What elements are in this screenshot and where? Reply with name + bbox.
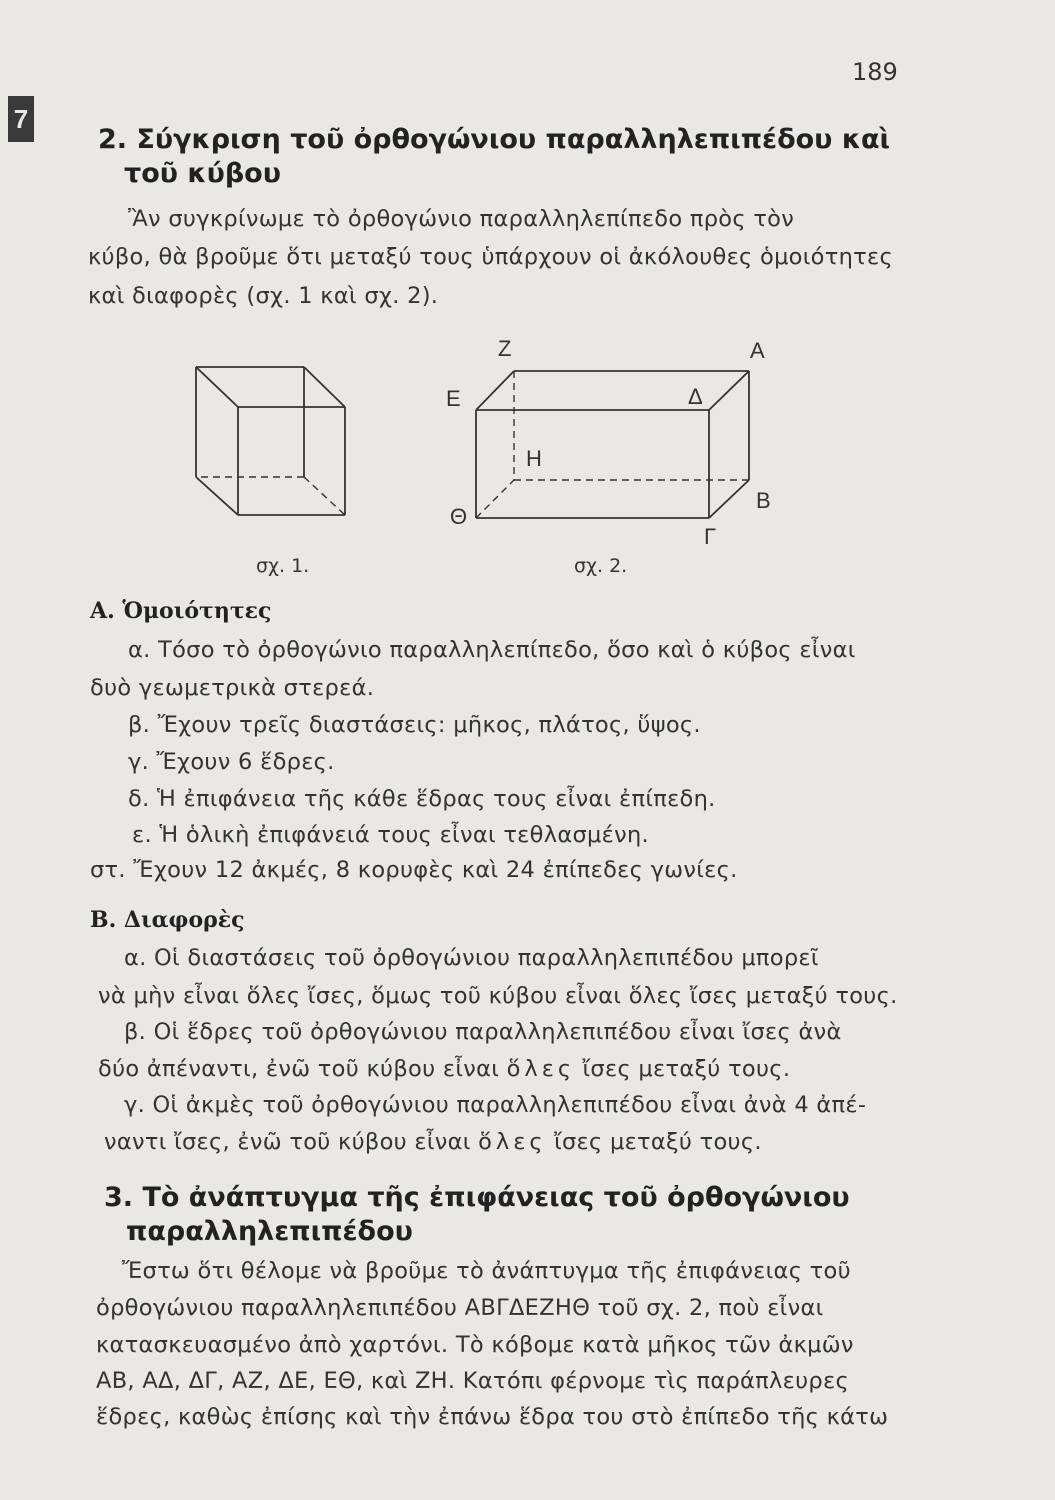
page-number: 189: [852, 58, 898, 86]
vertex-label-gamma: Γ: [704, 524, 717, 549]
similarity-line: α. Τόσο τὸ ὀρθογώνιο παραλληλεπίπεδο, ὅσο καὶ ὁ κύβος εἶναι: [128, 637, 856, 663]
similarity-line: στ. Ἔχουν 12 ἀκμές, 8 κορυφὲς καὶ 24 ἐπίπεδες γωνίες.: [90, 857, 738, 883]
intro-line: κύβο, θὰ βροῦμε ὅτι μεταξύ τους ὑπάρχουν οἱ ἀκόλουθες ὁμοιότητες: [88, 244, 893, 270]
difference-text: ναντι ἴσες, ἐνῶ τοῦ κύβου εἶναι: [104, 1129, 471, 1155]
vertex-label-e: E: [446, 386, 461, 411]
cube-hidden-edge: [304, 477, 345, 515]
similarity-line: δ. Ἡ ἐπιφάνεια τῆς κάθε ἕδρας τους εἶναι ἐπίπεδη.: [128, 786, 716, 812]
section-3-heading: 3. Τὸ ἀνάπτυγμα τῆς ἐπιφάνειας τοῦ ὀρθογώνιου: [104, 1182, 850, 1213]
section-3-line: Ἔστω ὅτι θέλομε νὰ βροῦμε τὸ ἀνάπτυγμα τῆς ἐπιφάνειας τοῦ: [122, 1258, 851, 1284]
vertex-label-z: Z: [498, 336, 512, 361]
similarity-line: δυὸ γεωμετρικὰ στερεά.: [90, 675, 375, 701]
difference-line: β. Οἱ ἕδρες τοῦ ὀρθογώνιου παραλληλεπιπέδου εἶναι ἴσες ἀνὰ: [124, 1019, 842, 1045]
differences-title: Β. Διαφορὲς: [90, 907, 245, 933]
cube-figure: [196, 367, 345, 515]
section-3-heading-cont: παραλληλεπιπέδου: [126, 1216, 413, 1247]
vertex-label-h: H: [526, 446, 542, 471]
similarity-line: ε. Ἡ ὁλικὴ ἐπιφάνειά τους εἶναι τεθλασμένη.: [132, 822, 649, 848]
intro-line: καὶ διαφορὲς (σχ. 1 καὶ σχ. 2).: [88, 283, 439, 309]
figure-1-caption: σχ. 1.: [256, 555, 310, 577]
intro-line: Ἂν συγκρίνωμε τὸ ὀρθογώνιο παραλληλεπίπεδο πρὸς τὸν: [128, 206, 795, 232]
box-edge: [709, 480, 749, 518]
difference-text: ἴσες μεταξύ τους.: [582, 1056, 791, 1082]
vertex-label-a: A: [750, 338, 765, 363]
section-3-line: ΑΒ, ΑΔ, ΔΓ, ΑΖ, ΔΕ, ΕΘ, καὶ ΖΗ. Κατόπι φέρνομε τὶς παράπλευρες: [96, 1368, 849, 1394]
similarity-line: γ. Ἔχουν 6 ἕδρες.: [128, 749, 335, 775]
cube-edge: [196, 477, 238, 515]
difference-line: γ. Οἱ ἀκμὲς τοῦ ὀρθογώνιου παραλληλεπιπέδου εἶναι ἀνὰ 4 ἀπέ-: [124, 1092, 867, 1118]
box-figure: [476, 371, 749, 518]
box-edge: [476, 371, 514, 410]
figures-svg: [0, 0, 1055, 600]
vertex-label-delta: Δ: [688, 384, 703, 409]
emphasis-text: ὅλες: [478, 1129, 547, 1155]
section-3-line: κατασκευασμένο ἀπὸ χαρτόνι. Τὸ κόβομε κατὰ μῆκος τῶν ἀκμῶν: [96, 1332, 854, 1358]
difference-line: νὰ μὴν εἶναι ὅλες ἴσες, ὅμως τοῦ κύβου εἶναι ὅλες ἴσες μεταξύ τους.: [98, 983, 898, 1009]
difference-text: ἴσες μεταξύ τους.: [554, 1129, 762, 1155]
figure-2-caption: σχ. 2.: [574, 555, 628, 577]
difference-line: [98, 1056, 790, 1082]
section-2-heading-cont: τοῦ κύβου: [124, 158, 281, 189]
vertex-label-b: B: [756, 488, 771, 513]
chapter-tab: 7: [8, 96, 34, 142]
cube-edge: [196, 367, 238, 407]
difference-line: α. Οἱ διαστάσεις τοῦ ὀρθογώνιου παραλληλεπιπέδου μπορεῖ: [124, 945, 819, 971]
difference-text: δύο ἀπέναντι, ἐνῶ τοῦ κύβου εἶναι: [98, 1056, 500, 1082]
difference-line: [104, 1129, 762, 1155]
emphasis-text: ὅλες: [506, 1056, 576, 1082]
section-3-line: ὀρθογώνιου παραλληλεπιπέδου ΑΒΓΔΕΖΗΘ τοῦ σχ. 2, ποὺ εἶναι: [96, 1295, 824, 1321]
box-hidden-edge: [476, 480, 514, 518]
box-edge: [709, 371, 749, 410]
section-2-heading: 2. Σύγκριση τοῦ ὀρθογώνιου παραλληλεπιπέδου καὶ: [98, 124, 891, 155]
section-3-line: ἕδρες, καθὼς ἐπίσης καὶ τὴν ἐπάνω ἕδρα του στὸ ἐπίπεδο τῆς κάτω: [96, 1404, 889, 1430]
similarity-line: β. Ἔχουν τρεῖς διαστάσεις: μῆκος, πλάτος, ὕψος.: [128, 712, 701, 738]
cube-edge: [304, 367, 345, 407]
similarities-title: Α. Ὁμοιότητες: [90, 598, 272, 624]
vertex-label-theta: Θ: [450, 504, 468, 529]
